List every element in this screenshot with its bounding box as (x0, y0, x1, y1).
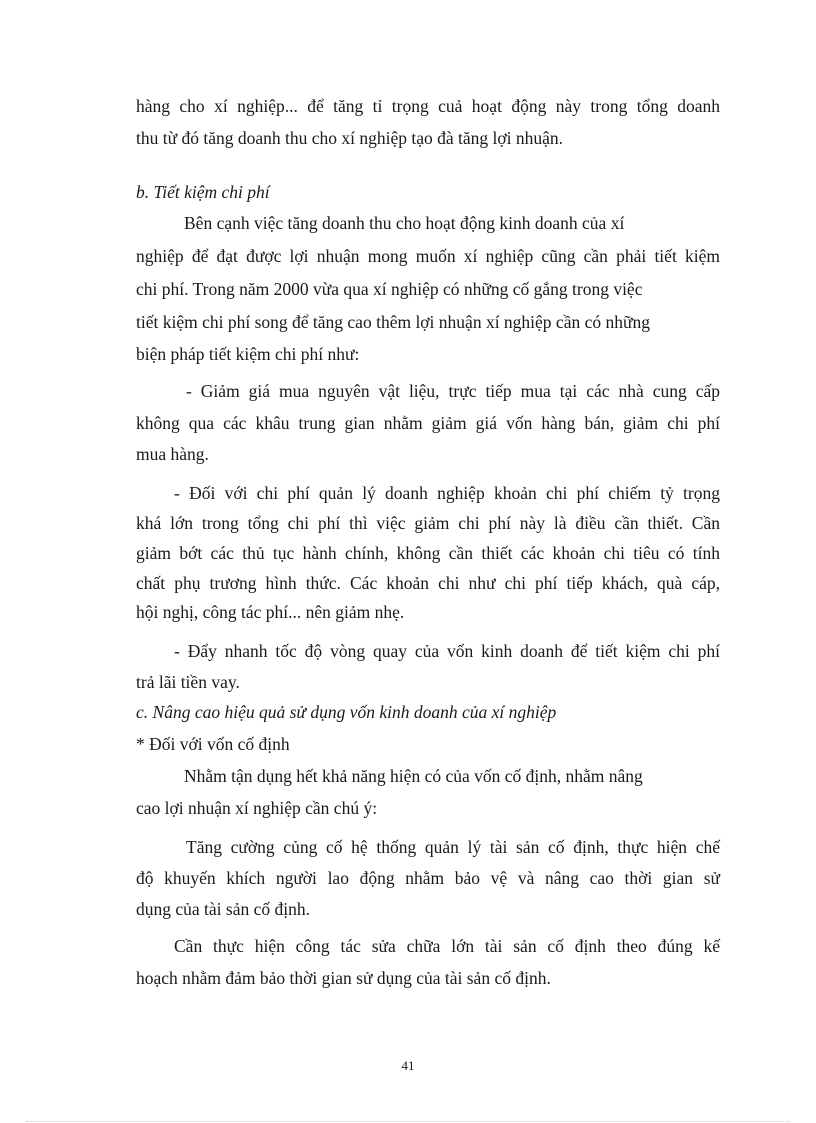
paragraph-6-line-1: Nhằm tận dụng hết khả năng hiện có của vốn cố định, nhằm nâng (184, 766, 643, 786)
paragraph-1-line-1: hàng cho xí nghiệp... để tăng tỉ trọng cuả hoạt động này trong tổng doanh (136, 96, 720, 116)
paragraph-2-line-2: nghiệp để đạt được lợi nhuận mong muốn xí nghiệp cũng cần phải tiết kiệm (136, 246, 720, 266)
sub-heading-fixed-capital: * Đối với vốn cố định (136, 734, 290, 754)
paragraph-4-line-3: giảm bớt các thủ tục hành chính, không cần thiết các khoản chi tiêu có tính (136, 543, 720, 563)
paragraph-2-line-1: Bên cạnh việc tăng doanh thu cho hoạt động kinh doanh của xí (184, 213, 625, 233)
paragraph-4-line-1: - Đối với chi phí quản lý doanh nghiệp khoản chi phí chiếm tỷ trọng (174, 483, 720, 503)
paragraph-5-line-2: trả lãi tiền vay. (136, 672, 240, 692)
paragraph-6-line-2: cao lợi nhuận xí nghiệp cần chú ý: (136, 798, 378, 818)
paragraph-4-line-5: hội nghị, công tác phí... nên giảm nhẹ. (136, 602, 405, 622)
paragraph-2-line-4: tiết kiệm chi phí song để tăng cao thêm lợi nhuận xí nghiệp cần có những (136, 312, 650, 332)
paragraph-7-line-3: dụng của tài sản cố định. (136, 899, 310, 919)
paragraph-4-line-4: chất phụ trương hình thức. Các khoản chi như chi phí tiếp khách, quà cáp, (136, 573, 720, 593)
page-number: 41 (401, 1058, 415, 1073)
paragraph-7-line-1: Tăng cường củng cố hệ thống quản lý tài sản cố định, thực hiện chế (186, 837, 720, 857)
paragraph-3-line-3: mua hàng. (136, 444, 209, 464)
paragraph-8-line-2: hoạch nhằm đảm bảo thời gian sử dụng của tài sản cố định. (136, 968, 551, 988)
paragraph-3-line-2: không qua các khâu trung gian nhằm giảm giá vốn hàng bán, giảm chi phí (136, 413, 720, 433)
paragraph-2-line-3: chi phí. Trong năm 2000 vừa qua xí nghiệp có những cố gắng trong việc (136, 279, 643, 299)
paragraph-5-line-1: - Đẩy nhanh tốc độ vòng quay của vốn kinh doanh để tiết kiệm chi phí (174, 641, 720, 661)
paragraph-3-line-1: - Giảm giá mua nguyên vật liệu, trực tiếp mua tại các nhà cung cấp (186, 381, 720, 401)
paragraph-1-line-2: thu từ đó tăng doanh thu cho xí nghiệp tạo đà tăng lợi nhuận. (136, 128, 563, 148)
paragraph-8-line-1: Cần thực hiện công tác sửa chữa lớn tài sản cố định theo đúng kế (174, 936, 720, 956)
paragraph-2-line-5: biện pháp tiết kiệm chi phí như: (136, 344, 360, 364)
paragraph-7-line-2: độ khuyến khích người lao động nhằm bảo vệ và nâng cao thời gian sử (136, 868, 720, 888)
bottom-divider (26, 1121, 790, 1122)
section-heading-b: b. Tiết kiệm chi phí (136, 182, 270, 202)
section-heading-c: c. Nâng cao hiệu quả sử dụng vốn kinh doanh của xí nghiệp (136, 702, 557, 722)
paragraph-4-line-2: khá lớn trong tổng chi phí thì việc giảm chi phí này là điều cần thiết. Cần (136, 513, 720, 533)
